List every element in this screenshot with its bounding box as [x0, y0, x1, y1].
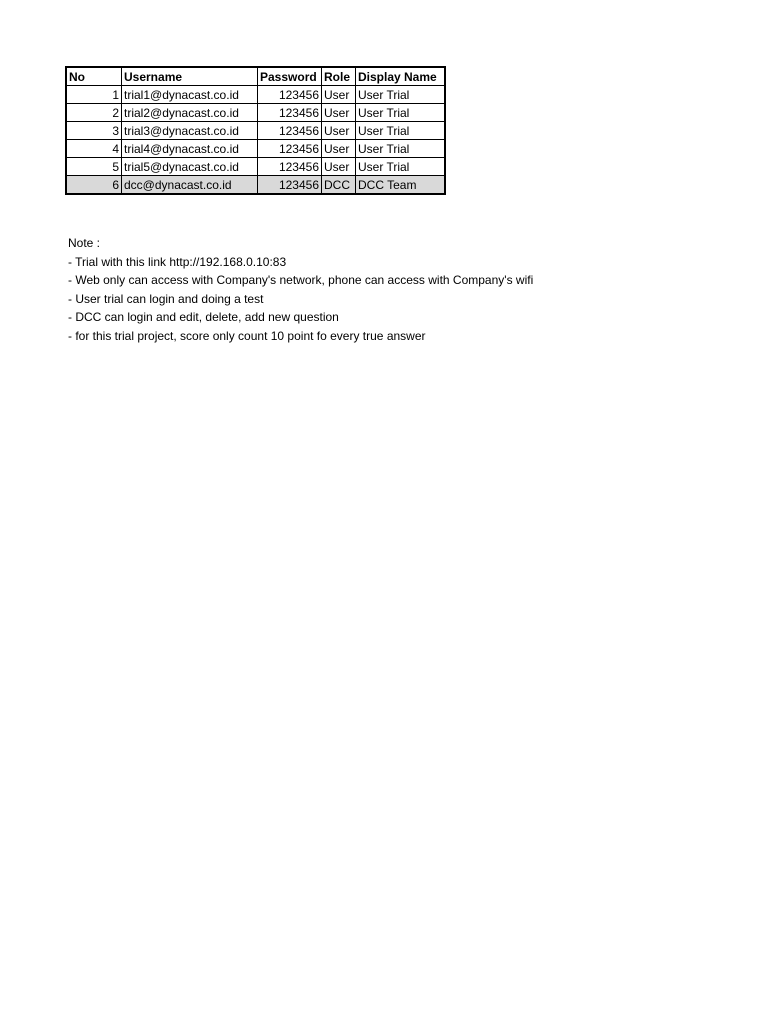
cell-no[interactable]: 2 — [66, 104, 122, 122]
cell-display-name[interactable]: User Trial — [356, 158, 446, 176]
table-row — [66, 86, 445, 104]
header-role[interactable]: Role — [322, 67, 356, 86]
cell-display-name[interactable]: User Trial — [356, 140, 446, 158]
cell-password[interactable]: 123456 — [258, 104, 322, 122]
table-row — [66, 122, 445, 140]
table-row — [66, 140, 445, 158]
cell-password[interactable]: 123456 — [258, 176, 322, 195]
cell-display-name[interactable]: User Trial — [356, 104, 446, 122]
cell-role[interactable]: User — [322, 140, 356, 158]
accounts-table — [65, 66, 446, 195]
header-password[interactable]: Password — [258, 67, 322, 86]
cell-password[interactable]: 123456 — [258, 140, 322, 158]
cell-role[interactable]: User — [322, 104, 356, 122]
cell-no[interactable]: 6 — [66, 176, 122, 195]
cell-role[interactable]: User — [322, 122, 356, 140]
notes-block — [68, 234, 533, 346]
cell-display-name[interactable]: User Trial — [356, 86, 446, 104]
cell-username[interactable]: dcc@dynacast.co.id — [122, 176, 258, 195]
notes-title[interactable]: Note : — [68, 236, 101, 250]
note-line[interactable]: - Web only can access with Company's network, phone can access with Company's wifi — [68, 273, 534, 288]
cell-role[interactable]: User — [322, 86, 356, 104]
cell-display-name[interactable]: DCC Team — [356, 176, 446, 195]
note-line[interactable]: - Trial with this link http://192.168.0.10:83 — [68, 254, 287, 269]
header-no[interactable]: No — [66, 67, 122, 86]
note-line[interactable]: - DCC can login and edit, delete, add new question — [68, 310, 339, 325]
table-row-highlighted — [66, 176, 445, 195]
table-row — [66, 104, 445, 122]
header-username[interactable]: Username — [122, 67, 258, 86]
cell-username[interactable]: trial1@dynacast.co.id — [122, 86, 258, 104]
cell-username[interactable]: trial4@dynacast.co.id — [122, 140, 258, 158]
cell-username[interactable]: trial3@dynacast.co.id — [122, 122, 258, 140]
cell-no[interactable]: 4 — [66, 140, 122, 158]
table-header-row — [66, 67, 445, 86]
table-row — [66, 158, 445, 176]
cell-password[interactable]: 123456 — [258, 122, 322, 140]
note-line[interactable]: - for this trial project, score only count 10 point fo every true answer — [68, 328, 426, 343]
cell-no[interactable]: 5 — [66, 158, 122, 176]
header-display-name[interactable]: Display Name — [356, 67, 446, 86]
cell-role[interactable]: User — [322, 158, 356, 176]
cell-no[interactable]: 1 — [66, 86, 122, 104]
cell-password[interactable]: 123456 — [258, 158, 322, 176]
cell-role[interactable]: DCC — [322, 176, 356, 195]
cell-username[interactable]: trial5@dynacast.co.id — [122, 158, 258, 176]
cell-password[interactable]: 123456 — [258, 86, 322, 104]
note-line[interactable]: - User trial can login and doing a test — [68, 291, 264, 306]
cell-display-name[interactable]: User Trial — [356, 122, 446, 140]
cell-no[interactable]: 3 — [66, 122, 122, 140]
cell-username[interactable]: trial2@dynacast.co.id — [122, 104, 258, 122]
